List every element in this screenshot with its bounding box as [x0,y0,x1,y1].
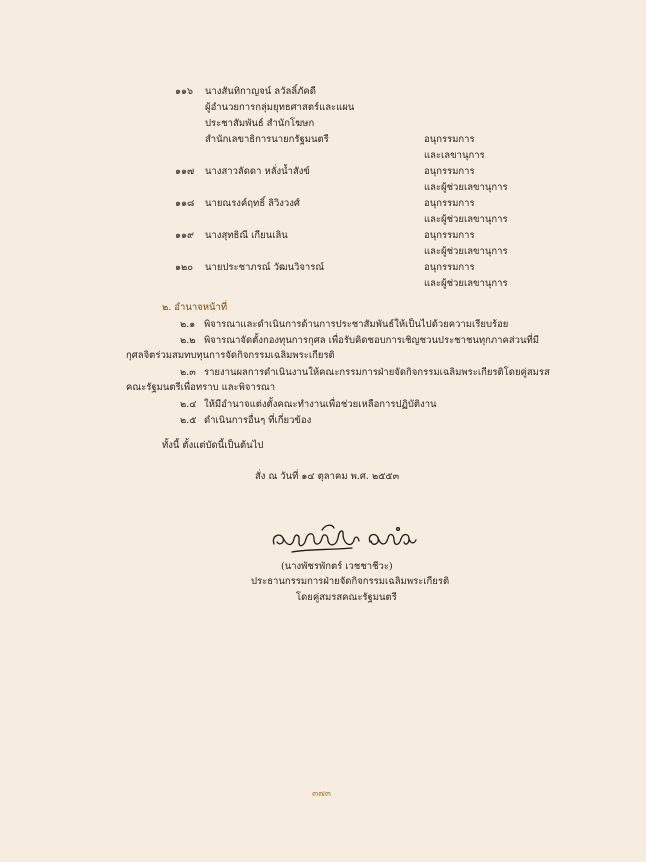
signature-image [268,522,418,558]
member-role: อนุกรรมการ [424,134,475,145]
duty-number: ๒.๑ [180,319,196,330]
duty-text: คณะรัฐมนตรีเพื่อทราบ และพิจารณา [126,382,276,393]
signatory-title: ประธานกรรมการฝ่ายจัดกิจกรรมเฉลิมพระเกียรติ [251,576,450,587]
member-number: ๑๑๘ [175,198,195,209]
order-date: สั่ง ณ วันที่ ๑๔ ตุลาคม พ.ศ. ๒๕๕๓ [255,471,400,482]
page-number: ๓๗๓ [312,789,332,799]
duty-text: กุศลจิตร่วมสมทบทุนการจัดกิจกรรมเฉลิมพระเกียรติ [126,350,335,361]
member-position: สำนักเลขาธิการนายกรัฐมนตรี [205,134,329,145]
signatory-title: โดยคู่สมรสคณะรัฐมนตรี [296,592,397,603]
member-name: นายประชาภรณ์ วัฒนวิจารณ์ [205,262,325,273]
member-name: นายณรงค์ฤทธิ์ ลิวิงวงศ์ [205,198,300,209]
effective-clause: ทั้งนี้ ตั้งแต่บัดนี้เป็นต้นไป [162,440,264,451]
duty-number: ๒.๔ [180,399,197,410]
member-role: และผู้ช่วยเลขานุการ [424,182,508,193]
duty-text: พิจารณาและดำเนินการด้านการประชาสัมพันธ์ให้เป็นไปด้วยความเรียบร้อย [204,319,509,330]
member-name: นางสุทธิณี เกียนเลิน [205,230,288,241]
member-role: และผู้ช่วยเลขานุการ [424,278,508,289]
member-role: อนุกรรมการ [424,198,475,209]
member-position: ประชาสัมพันธ์ สำนักโฆษก [205,118,315,129]
member-role: อนุกรรมการ [424,230,475,241]
duty-text: ให้มีอำนาจแต่งตั้งคณะทำงานเพื่อช่วยเหลือการปฏิบัติงาน [204,399,437,410]
duty-number: ๒.๓ [180,367,196,378]
member-name: นางสันทิกาญจน์ ลวัลลิ์ภัคดี [205,86,316,97]
signatory-name: (นางพัชรพักตร์ เวชชาชีวะ) [281,561,393,572]
member-number: ๑๒๐ [175,262,194,273]
member-role: และผู้ช่วยเลขานุการ [424,246,508,257]
member-number: ๑๑๗ [175,166,195,177]
member-position: ผู้อำนวยการกลุ่มยุทธศาสตร์และแผน [205,102,355,113]
section-heading: ๒. อำนาจหน้าที่ [162,302,228,313]
duty-text: ดำเนินการอื่นๆ ที่เกี่ยวข้อง [204,415,312,426]
member-number: ๑๑๖ [175,86,194,97]
duty-number: ๒.๒ [180,335,196,346]
duty-text: รายงานผลการดำเนินงานให้คณะกรรมการฝ่ายจัดกิจกรรมเฉลิมพระเกียรติโดยคู่สมรส [204,367,550,378]
member-name: นางสาวลัดดา หลั่งน้ำสังข์ [205,166,310,177]
member-role: และเลขานุการ [424,150,485,161]
duty-text: พิจารณาจัดตั้งกองทุนการกุศล เพื่อรับคิดชอบการเชิญชวนประชาชนทุกภาคส่วนที่มี [204,335,540,346]
member-role: อนุกรรมการ [424,166,475,177]
duty-number: ๒.๕ [180,415,197,426]
member-role: และผู้ช่วยเลขานุการ [424,214,508,225]
member-number: ๑๑๙ [175,230,195,241]
member-role: อนุกรรมการ [424,262,475,273]
